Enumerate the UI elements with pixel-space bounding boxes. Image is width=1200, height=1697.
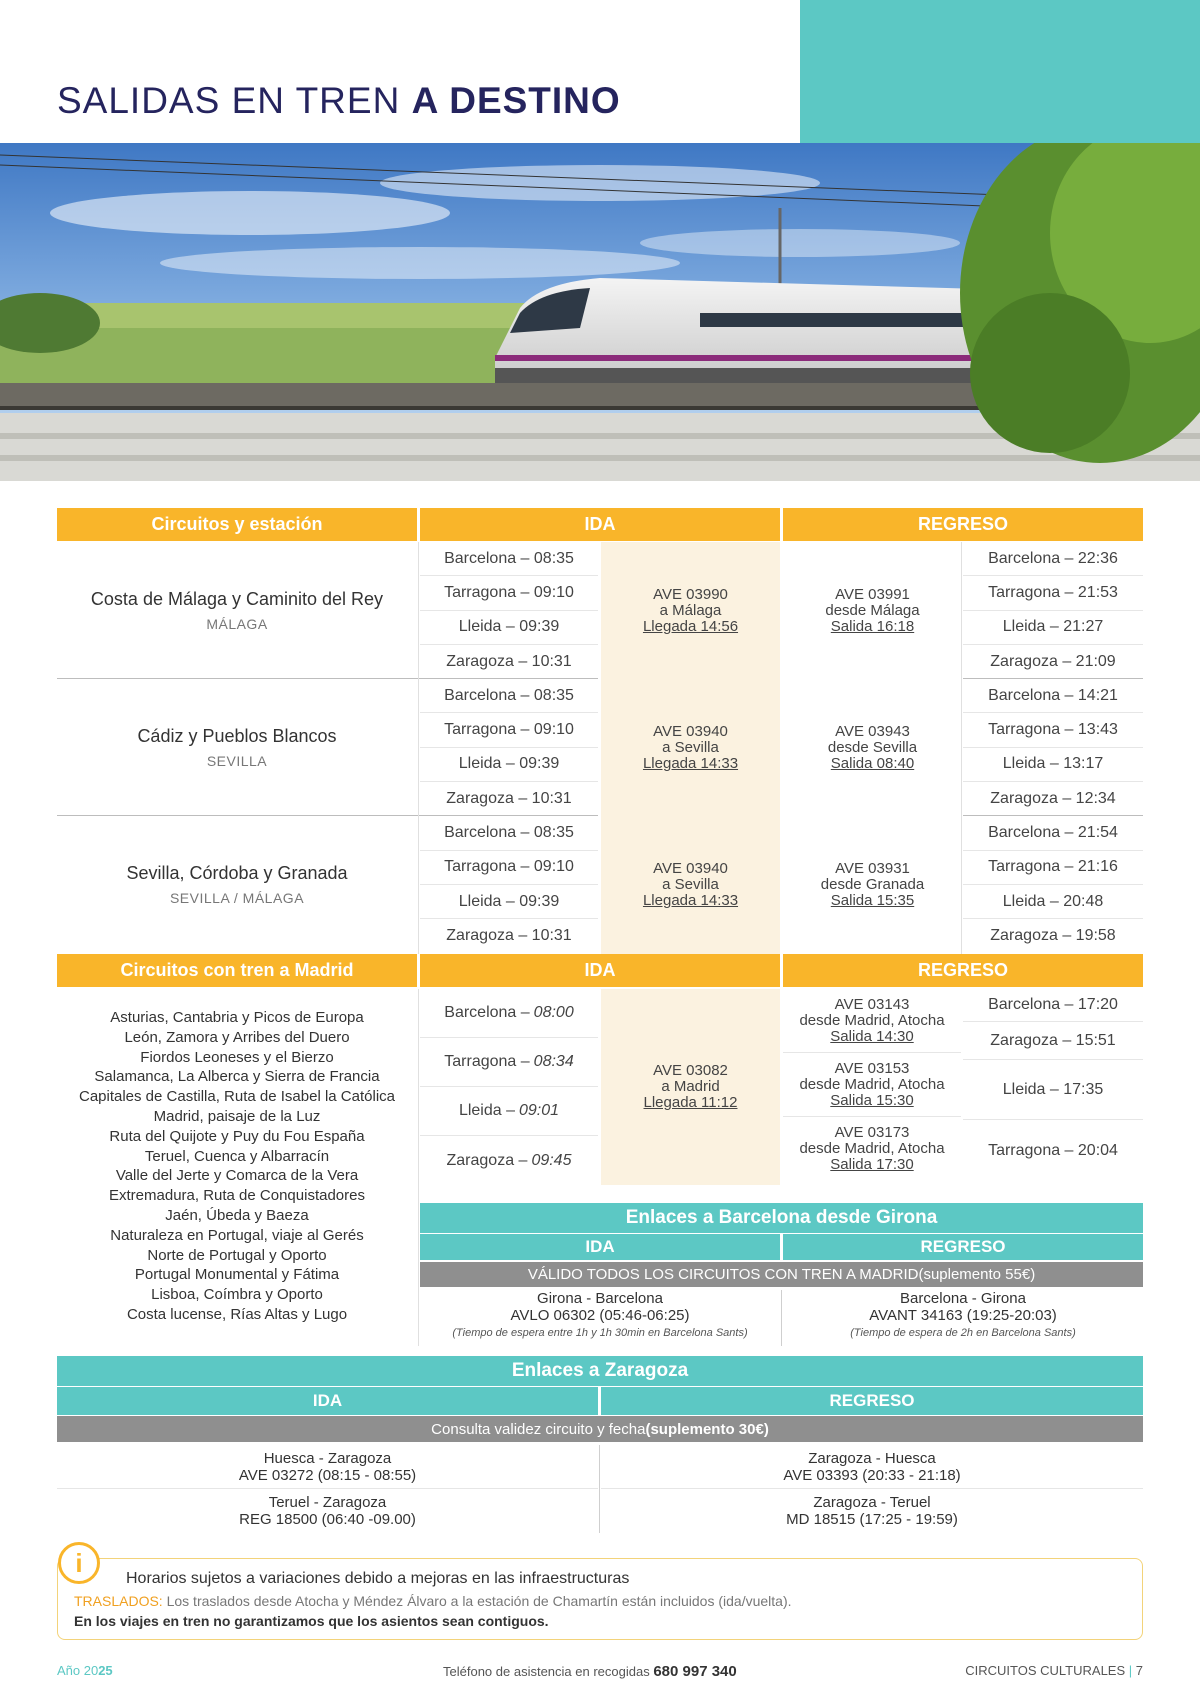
regreso-stop: Zaragoza – 12:34 xyxy=(990,790,1116,808)
regreso-stop: Lleida – 13:17 xyxy=(963,748,1143,782)
stop-time: 08:00 xyxy=(533,1004,574,1021)
circuit-list-item: Ruta del Quijote y Puy du Fou España xyxy=(109,1127,365,1145)
train: AVE 03393 (20:33 - 21:18) xyxy=(783,1466,961,1484)
column-divider xyxy=(961,542,962,954)
stop-time: 09:01 xyxy=(519,1102,560,1119)
stop-city: Lleida – xyxy=(458,1102,515,1119)
circuit-list-item: Teruel, Cuenca y Albarracín xyxy=(144,1147,330,1165)
girona-reg-note: (Tiempo de espera de 2h en Barcelona Sants) xyxy=(850,1327,1076,1339)
train-time: Salida 08:40 xyxy=(830,754,915,772)
ida-stop: Lleida – 09:39 xyxy=(420,885,598,919)
train-photo xyxy=(0,143,1200,481)
train-dest: desde Madrid, Atocha xyxy=(799,1075,945,1093)
ida-train-info xyxy=(601,989,780,1185)
train-code: AVE 03153 xyxy=(834,1059,910,1077)
girona-ida-cell xyxy=(420,1290,780,1346)
train-time: Salida 17:30 xyxy=(830,1156,914,1173)
train-code: AVE 03991 xyxy=(835,585,910,603)
train-time: Salida 14:30 xyxy=(830,1027,914,1045)
zaragoza-title: Enlaces a Zaragoza xyxy=(57,1356,1143,1386)
girona-validity-bar: VÁLIDO TODOS LOS CIRCUITOS CON TREN A MADRID (suplemento 55€) xyxy=(420,1262,1143,1287)
stop-time: 08:34 xyxy=(533,1053,574,1070)
regreso-stop: Tarragona – 21:16 xyxy=(963,851,1143,885)
train: REG 18500 (06:40 -09.00) xyxy=(239,1511,416,1528)
stop-city: Barcelona – xyxy=(444,1004,530,1021)
column-divider xyxy=(599,1445,600,1533)
ida-stop: Lleida – 09:39 xyxy=(420,748,598,782)
footer-page: CIRCUITOS CULTURALES | 7 xyxy=(965,1663,1143,1678)
train-code: AVE 03173 xyxy=(834,1124,910,1141)
stop-city: Zaragoza – xyxy=(446,1151,528,1169)
zaragoza-regreso-header: REGRESO xyxy=(601,1387,1143,1415)
train-code: AVE 03990 xyxy=(653,585,728,603)
circuit-name: Costa de Málaga y Caminito del Rey xyxy=(90,589,384,610)
girona-divider xyxy=(781,1290,782,1346)
stop-time: 09:45 xyxy=(531,1151,572,1169)
ida-stop xyxy=(420,1038,598,1087)
train-dest: desde Málaga xyxy=(825,601,920,619)
regreso-stop: Zaragoza – 21:09 xyxy=(990,653,1116,671)
route: Zaragoza - Teruel xyxy=(813,1494,931,1511)
route: Huesca - Zaragoza xyxy=(263,1449,392,1467)
girona-ida-train: AVLO 06302 (05:46-06:25) xyxy=(510,1307,690,1324)
ida-train-info xyxy=(601,542,780,679)
reg-train-info xyxy=(783,542,962,679)
circuit-cell xyxy=(57,542,417,679)
ida-train-info xyxy=(601,679,780,816)
ida-stop: Barcelona – 08:35 xyxy=(420,679,598,713)
regreso-train-info xyxy=(783,989,961,1053)
circuit-list-item: Norte de Portugal y Oporto xyxy=(147,1246,327,1264)
ida-stop: Tarragona – 09:10 xyxy=(420,576,598,610)
girona-ida-header: IDA xyxy=(420,1234,780,1260)
regreso-stop: Tarragona – 13:43 xyxy=(963,714,1143,748)
ida-stop xyxy=(420,989,598,1038)
train-time: Llegada 11:12 xyxy=(643,1094,738,1111)
circuit-list-item: León, Zamora y Arribes del Duero xyxy=(124,1028,350,1046)
circuit-station: SEVILLA / MÁLAGA xyxy=(169,890,305,907)
ida-stop: Zaragoza – 10:31 xyxy=(446,790,572,808)
circuit-list-item: Salamanca, La Alberca y Sierra de Francia xyxy=(94,1068,380,1086)
regreso-stop: Tarragona – 21:53 xyxy=(963,576,1143,610)
column-divider xyxy=(418,989,419,1346)
header-accent xyxy=(800,0,1200,143)
regreso-stop: Lleida – 20:48 xyxy=(963,885,1143,919)
ida-stop xyxy=(420,1136,598,1185)
table1-header-ida: IDA xyxy=(420,508,780,541)
train-time: Llegada 14:33 xyxy=(642,754,739,772)
circuit-list-item: Jaén, Úbeda y Baeza xyxy=(165,1206,309,1224)
ida-stop xyxy=(420,1087,598,1136)
circuit-station: MÁLAGA xyxy=(206,616,268,633)
regreso-train-info xyxy=(783,1117,961,1181)
ida-train-info xyxy=(601,816,780,953)
train-dest: desde Sevilla xyxy=(827,738,918,756)
train-dest: a Málaga xyxy=(659,601,722,619)
train-time: Salida 15:30 xyxy=(830,1091,914,1109)
footer-phone: Teléfono de asistencia en recogidas 680 997 340 xyxy=(443,1663,737,1680)
zaragoza-regreso-cell xyxy=(601,1489,1143,1533)
girona-ida-route: Girona - Barcelona xyxy=(537,1290,663,1307)
regreso-stop: Barcelona – 14:21 xyxy=(963,679,1143,713)
circuit-name: Cádiz y Pueblos Blancos xyxy=(137,726,337,747)
regreso-stop: Barcelona – 17:20 xyxy=(963,989,1143,1022)
girona-regreso-cell xyxy=(783,1290,1143,1346)
train-dest: desde Granada xyxy=(820,875,925,893)
train-time: Llegada 14:33 xyxy=(642,891,739,909)
zaragoza-ida-header: IDA xyxy=(57,1387,598,1415)
circuit-name: Sevilla, Córdoba y Granada xyxy=(126,863,348,884)
regreso-stop: Barcelona – 21:54 xyxy=(963,816,1143,850)
column-divider xyxy=(418,542,419,954)
girona-ida-note: (Tiempo de espera entre 1h y 1h 30min en Barcelona Sants) xyxy=(452,1327,748,1339)
ida-stop: Zaragoza – 10:31 xyxy=(446,927,572,945)
girona-regreso-header: REGRESO xyxy=(783,1234,1143,1260)
regreso-stop: Zaragoza – 19:58 xyxy=(990,927,1116,945)
regreso-train-info xyxy=(783,1053,961,1117)
reg-train-info xyxy=(783,679,962,816)
ida-stop: Barcelona – 08:35 xyxy=(420,542,598,576)
page-title: SALIDAS EN TREN A DESTINO xyxy=(57,80,621,121)
circuit-list-item: Extremadura, Ruta de Conquistadores xyxy=(109,1187,365,1205)
regreso-stop: Lleida – 21:27 xyxy=(963,611,1143,645)
circuit-list-item: Capitales de Castilla, Ruta de Isabel la Católica xyxy=(78,1088,395,1106)
train-dest: desde Madrid, Atocha xyxy=(799,1011,945,1029)
madrid-header-circuits: Circuitos con tren a Madrid xyxy=(57,954,417,987)
ida-stop: Tarragona – 09:10 xyxy=(420,714,598,748)
train-time: Salida 15:35 xyxy=(830,891,915,909)
info-line-traslados: TRASLADOS: Los traslados desde Atocha y Méndez Álvaro a la estación de Chamartín están incluidos (ida/vuelta). xyxy=(74,1593,792,1609)
madrid-header-ida: IDA xyxy=(420,954,780,987)
train-code: AVE 03940 xyxy=(653,859,728,877)
train-dest: a Madrid xyxy=(661,1078,720,1095)
train-code: AVE 03931 xyxy=(835,859,910,877)
ida-stop: Zaragoza – 10:31 xyxy=(446,653,572,671)
train-time: Salida 16:18 xyxy=(830,617,915,635)
info-line-schedule: Horarios sujetos a variaciones debido a mejoras en las infraestructuras xyxy=(126,1570,630,1587)
circuit-station: SEVILLA xyxy=(206,753,268,770)
train-time: Llegada 14:56 xyxy=(642,617,739,635)
train-dest: desde Madrid, Atocha xyxy=(799,1140,945,1157)
circuit-list-item: Valle del Jerte y Comarca de la Vera xyxy=(115,1167,359,1185)
circuit-cell xyxy=(57,679,417,816)
circuit-cell xyxy=(57,816,417,953)
girona-title: Enlaces a Barcelona desde Girona xyxy=(420,1203,1143,1233)
regreso-stop: Tarragona – 20:04 xyxy=(988,1142,1118,1159)
train-dest: a Sevilla xyxy=(662,738,719,756)
table1-header-circuits: Circuitos y estación xyxy=(57,508,417,541)
table1-header-regreso: REGRESO xyxy=(783,508,1143,541)
zaragoza-regreso-cell xyxy=(601,1445,1143,1489)
girona-reg-route: Barcelona - Girona xyxy=(900,1290,1026,1307)
train-code: AVE 03082 xyxy=(653,1062,728,1079)
ida-stop: Barcelona – 08:35 xyxy=(420,816,598,850)
route: Teruel - Zaragoza xyxy=(268,1494,387,1511)
train: AVE 03272 (08:15 - 08:55) xyxy=(238,1466,417,1484)
ida-stop: Tarragona – 09:10 xyxy=(420,851,598,885)
regreso-stop: Zaragoza – 15:51 xyxy=(963,1022,1143,1060)
train-code: AVE 03940 xyxy=(653,722,728,740)
route: Zaragoza - Huesca xyxy=(808,1449,936,1467)
circuit-list-item: Fiordos Leoneses y el Bierzo xyxy=(140,1048,334,1066)
info-icon: i xyxy=(58,1542,100,1584)
regreso-stop: Lleida – 17:35 xyxy=(963,1060,1143,1120)
circuit-list-item: Naturaleza en Portugal, viaje al Gerés xyxy=(110,1226,364,1244)
circuit-list-item: Portugal Monumental y Fátima xyxy=(134,1266,340,1284)
circuit-list-item: Madrid, paisaje de la Luz xyxy=(153,1107,321,1125)
circuit-list-item: Asturias, Cantabria y Picos de Europa xyxy=(110,1009,364,1026)
train-dest: a Sevilla xyxy=(662,875,719,893)
reg-train-info xyxy=(783,816,962,953)
info-line-seats: En los viajes en tren no garantizamos que los asientos sean contiguos. xyxy=(74,1613,549,1629)
stop-city: Tarragona – xyxy=(444,1053,530,1070)
ida-stop: Lleida – 09:39 xyxy=(420,611,598,645)
circuit-list-item: Lisboa, Coímbra y Oporto xyxy=(151,1286,323,1304)
footer-year: Año 2025 xyxy=(57,1663,113,1678)
girona-reg-train: AVANT 34163 (19:25-20:03) xyxy=(869,1307,1057,1324)
train-code: AVE 03943 xyxy=(835,722,910,740)
zaragoza-ida-cell xyxy=(57,1489,598,1533)
zaragoza-validity-bar: Consulta validez circuito y fecha (suplemento 30€) xyxy=(57,1416,1143,1442)
train-code: AVE 03143 xyxy=(834,995,910,1013)
circuit-list-item: Costa lucense, Rías Altas y Lugo xyxy=(126,1305,348,1323)
regreso-stop: Barcelona – 22:36 xyxy=(963,542,1143,576)
zaragoza-ida-cell xyxy=(57,1445,598,1489)
madrid-header-regreso: REGRESO xyxy=(783,954,1143,987)
circuit-list xyxy=(57,1008,417,1325)
train: MD 18515 (17:25 - 19:59) xyxy=(786,1511,958,1528)
